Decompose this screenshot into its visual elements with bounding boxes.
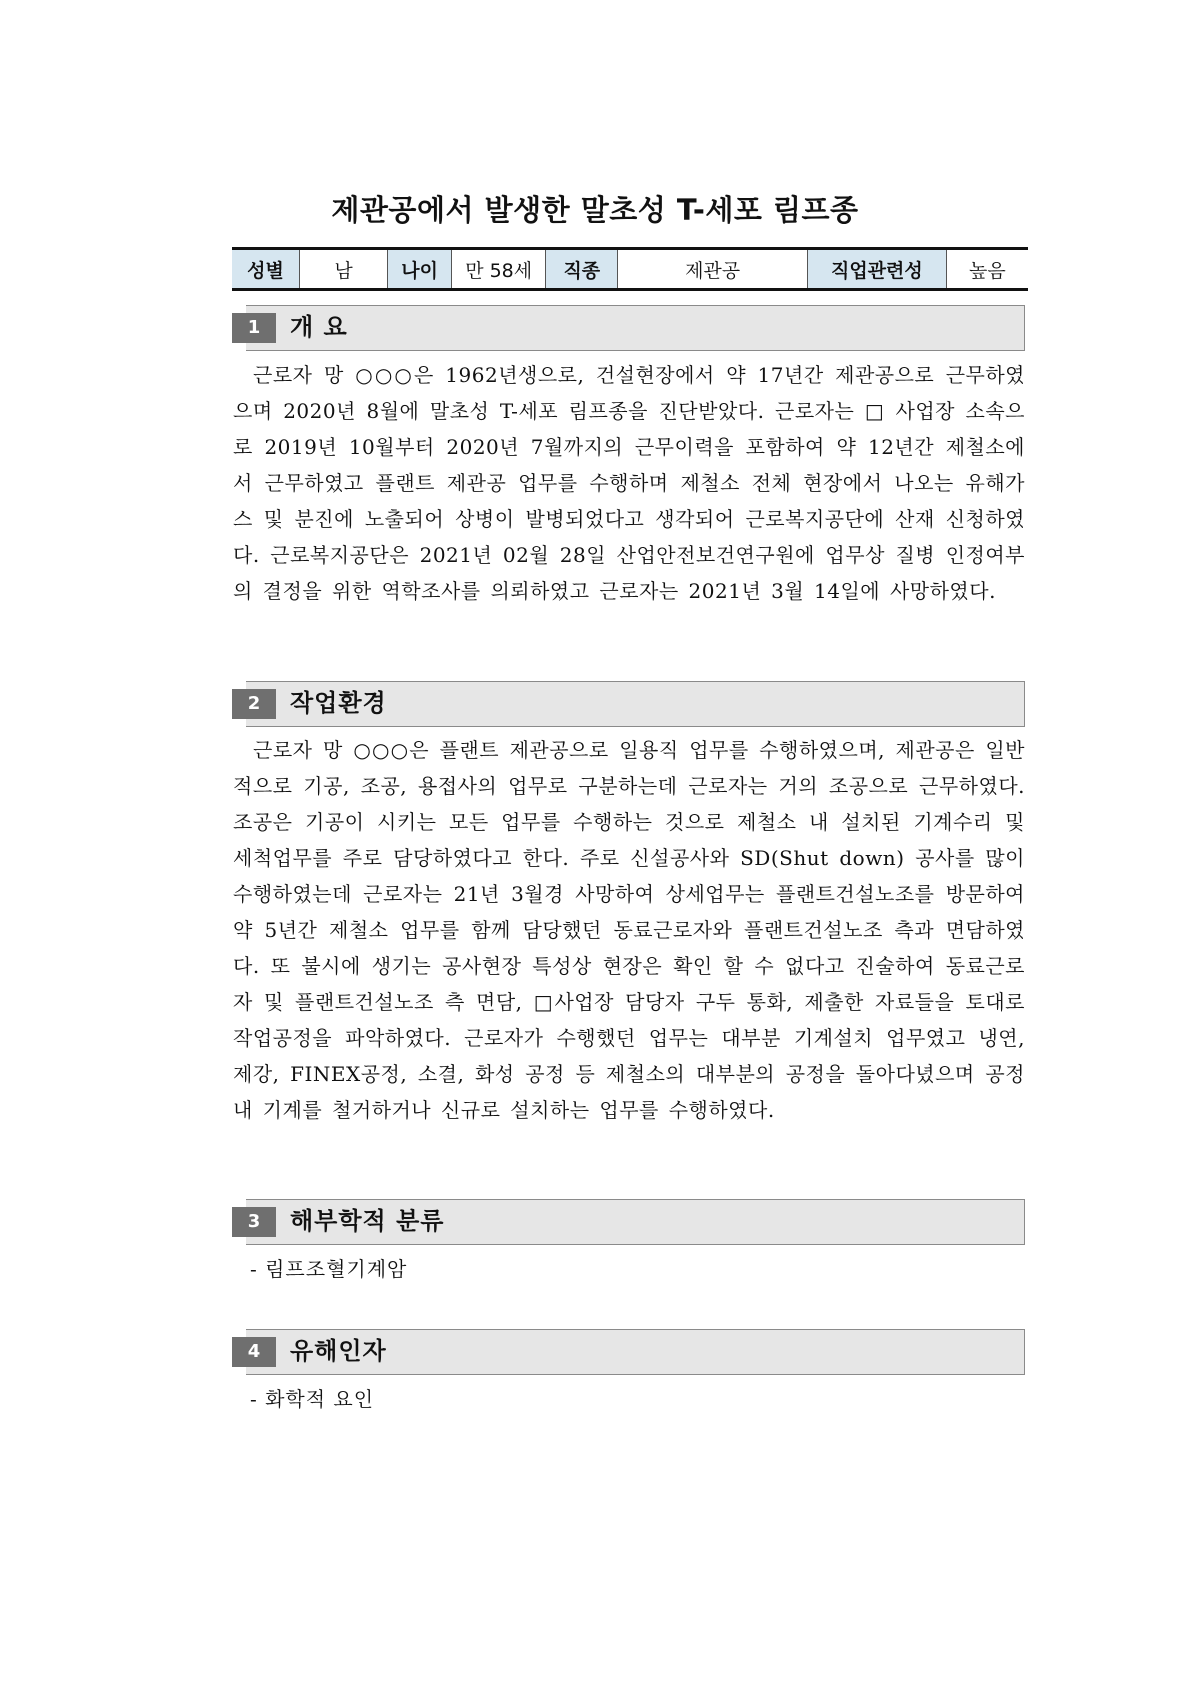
age-value: 만 58세	[452, 249, 546, 290]
document-title: 제관공에서 발생한 말초성 T-세포 림프종	[331, 193, 859, 227]
section-2-header	[232, 681, 1026, 725]
worker-info-table	[232, 247, 1028, 291]
section-4-header	[232, 1329, 1026, 1373]
section-title: 개 요	[290, 313, 348, 341]
section-number-badge: 4	[232, 1337, 276, 1367]
relevance-value: 높음	[946, 249, 1028, 290]
section-header-bar	[246, 305, 1025, 351]
section-number-badge: 1	[232, 313, 276, 343]
section-4-bullet: - 화학적 요인	[250, 1387, 375, 1411]
worker-info-row	[232, 249, 1028, 290]
sex-value: 남	[299, 249, 387, 290]
section-3-header	[232, 1199, 1026, 1243]
section-title: 해부학적 분류	[290, 1207, 445, 1235]
sex-label: 성별	[232, 249, 299, 290]
job-label: 직종	[546, 249, 618, 290]
section-title: 유해인자	[290, 1337, 387, 1365]
section-3-bullet: - 림프조혈기계암	[250, 1257, 408, 1281]
section-1-paragraph: 근로자 망 ○○○은 1962년생으로, 건설현장에서 약 17년간 제관공으로 근무하였으며 2020년 8월에 말초성 T-세포 림프종을 진단받았다. 근로자는 □ 사업장 소속으로 2019년 10월부터 2020년 7월까지의 근무이력을 포함하여 약 12년간 제철소에서 근무하였고 플랜트 제관공 업무를 수행하며 제철소 전체 현장에서 나오는 유해가스 및 분진에 노출되어 상병이 발병되었다고 생각되어 근로복지공단에 산재 신청하였다. 근로복지공단은 2021년 02월 28일 산업안전보건연구원에 업무상 질병 인정여부의 결정을 위한 역학조사를 의뢰하였고 근로자는 2021년 3월 14일에 사망하였다.	[233, 363, 1025, 603]
age-label: 나이	[388, 249, 452, 290]
section-2-paragraph: 근로자 망 ○○○은 플랜트 제관공으로 일용직 업무를 수행하였으며, 제관공은 일반적으로 기공, 조공, 용접사의 업무로 구분하는데 근로자는 거의 조공으로 근무하였다. 조공은 기공이 시키는 모든 업무를 수행하는 것으로 제철소 내 설치된 기계수리 및 세척업무를 주로 담당하였다고 한다. 주로 신설공사와 SD(Shut down) 공사를 많이 수행하였는데 근로자는 21년 3월경 사망하여 상세업무는 플랜트건설노조를 방문하여 약 5년간 제철소 업무를 함께 담당했던 동료근로자와 플랜트건설노조 측과 면담하였다. 또 불시에 생기는 공사현장 특성상 현장은 확인 할 수 없다고 진술하여 동료근로자 및 플랜트건설노조 측 면담, □사업장 담당자 구두 통화, 제출한 자료들을 토대로 작업공정을 파악하였다. 근로자가 수행했던 업무는 대부분 기계설치 업무였고 냉연, 제강, FINEX공정, 소결, 화성 공정 등 제철소의 대부분의 공정을 돌아다녔으며 공정 내 기계를 철거하거나 신규로 설치하는 업무를 수행하였다.	[233, 738, 1025, 1122]
section-number-badge: 3	[232, 1207, 276, 1237]
job-value: 제관공	[618, 249, 808, 290]
section-title: 작업환경	[290, 689, 387, 717]
relevance-label: 직업관련성	[807, 249, 946, 290]
section-1-header	[232, 305, 1026, 349]
section-number-badge: 2	[232, 689, 276, 719]
